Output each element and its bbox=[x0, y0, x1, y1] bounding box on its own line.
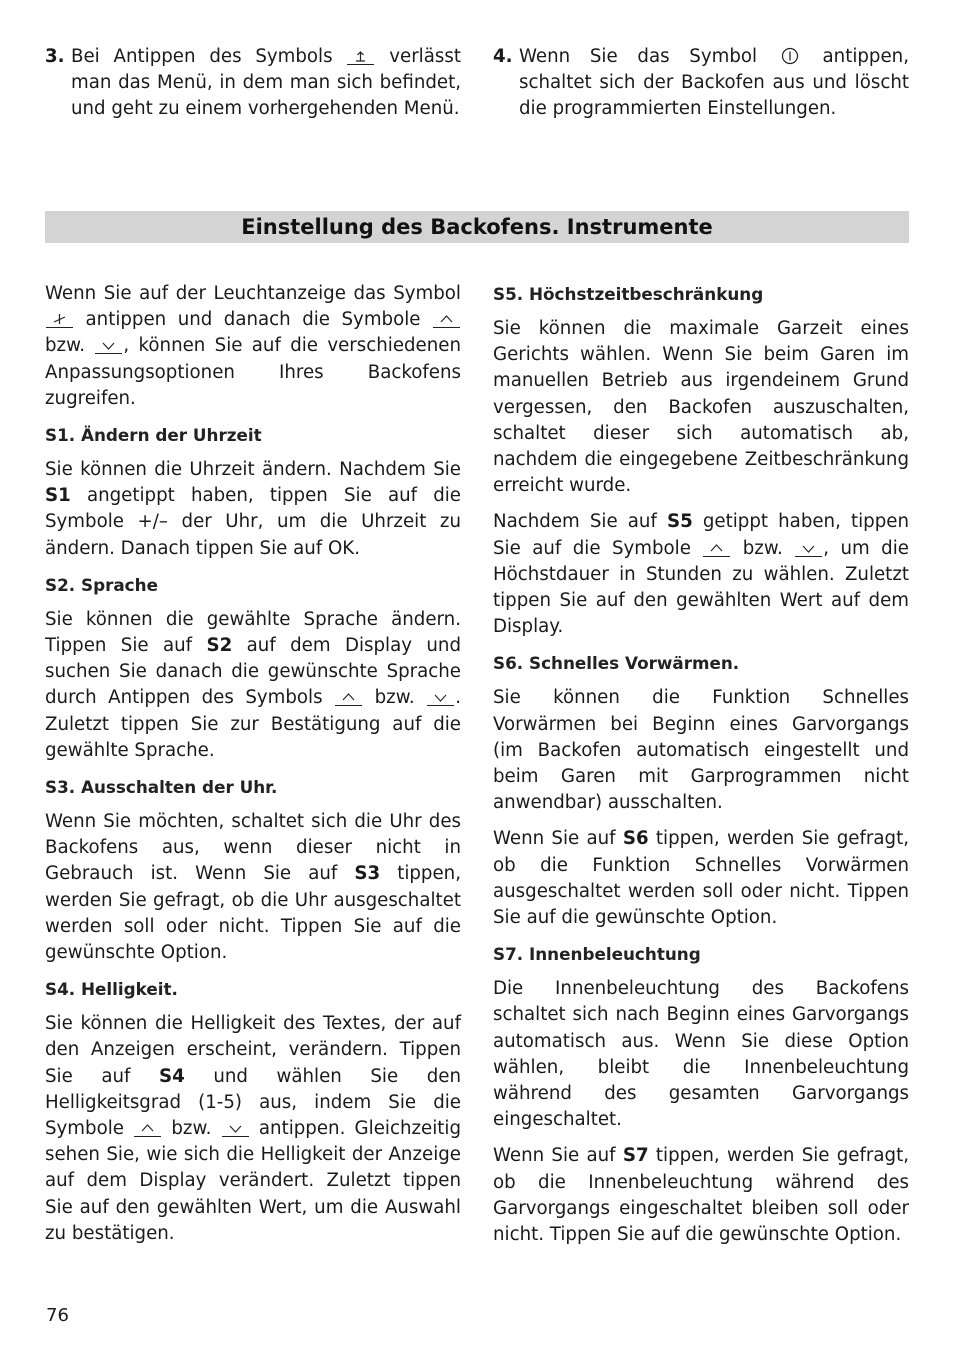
intro-paragraph: Wenn Sie auf der Leuchtanzeige das Symbol antippen und danach die Symbole bzw. , können Sie auf die verschiedenen Anpassungsoptionen Ihres Backofens zugreifen. bbox=[45, 283, 461, 409]
s7-heading: S7. Innenbeleuchtung bbox=[493, 944, 701, 965]
s3-heading: S3. Ausschalten der Uhr. bbox=[45, 777, 278, 798]
section-title: Einstellung des Backofens. Instrumente bbox=[45, 211, 909, 243]
s2-heading: S2. Sprache bbox=[45, 574, 158, 595]
up-arrow-icon bbox=[134, 1119, 161, 1137]
s4-paragraph: Sie können die Helligkeit des Textes, der auf den Anzeigen erscheint, verändern. Tippen Sie auf S4 und wählen Sie den Helligkeitsgrad (1-5) aus, indem Sie die Symbole bzw. antippen. Gleichzeitig sehen Sie, wie sich die Helligkeit der Anzeige auf dem Display verändert. Zuletzt tippen Sie auf den gewählten Wert, um die Auswahl zu bestätigen. bbox=[45, 1013, 461, 1244]
item-number: 4. bbox=[493, 46, 513, 67]
s1-paragraph: Sie können die Uhrzeit ändern. Nachdem Sie S1 angetippt haben, tippen Sie auf die Symbole +/– der Uhr, um die Uhrzeit zu ändern. Danach tippen Sie auf OK. bbox=[45, 459, 461, 559]
down-arrow-icon bbox=[427, 688, 454, 706]
item-text: verlässt man das Menü, in dem man sich befindet, und geht zu einem vorhergehenden Menü. bbox=[71, 46, 461, 120]
settings-tool-icon bbox=[46, 310, 73, 328]
s6-paragraph-2: Wenn Sie auf S6 tippen, werden Sie gefragt, ob die Funktion Schnelles Vorwärmen ausgeschaltet werden soll oder nicht. Tippen Sie auf die gewünschte Option. bbox=[493, 828, 909, 929]
s7-paragraph-2: Wenn Sie auf S7 tippen, werden Sie gefragt, ob die Innenbeleuchtung während des Garvorgangs eingeschaltet bleiben soll oder nicht. Tippen Sie auf die gewünschte Option. bbox=[493, 1145, 909, 1246]
s3-paragraph: Wenn Sie möchten, schaltet sich die Uhr des Backofens aus, wenn dieser nicht in Gebrauch ist. Wenn Sie auf S3 tippen, werden Sie gefragt, ob die Uhr ausgeschaltet werden soll oder nicht. Tippen Sie auf die gewünschte Option. bbox=[45, 811, 461, 964]
item-number: 3. bbox=[45, 46, 65, 67]
item-text: antippen, schaltet sich der Backofen aus und löscht die programmierten Einstellungen. bbox=[519, 46, 909, 120]
down-arrow-icon bbox=[95, 336, 122, 354]
s6-heading: S6. Schnelles Vorwärmen. bbox=[493, 653, 740, 674]
s7-paragraph-1: Die Innenbeleuchtung des Backofens schaltet sich nach Beginn eines Garvorgangs automatisch aus. Wenn Sie diese Option wählen, bleibt die Innenbeleuchtung während des gesamten Garvorgangs eingeschaltet. bbox=[493, 978, 909, 1131]
item-text: Bei Antippen des Symbols bbox=[71, 46, 333, 67]
right-column bbox=[493, 281, 909, 1258]
s5-paragraph-2: Nachdem Sie auf S5 getippt haben, tippen Sie auf die Symbole bzw. , um die Höchstdauer in Stunden zu wählen. Zuletzt tippen Sie auf den gewählten Wert auf dem Display. bbox=[493, 511, 909, 638]
s5-heading: S5. Höchstzeitbeschränkung bbox=[493, 284, 764, 304]
s2-paragraph: Sie können die gewählte Sprache ändern. Tippen Sie auf S2 auf dem Display und suchen Sie danach die gewünschte Sprache durch Antippen des Symbols bzw. . Zuletzt tippen Sie zur Bestätigung auf die gewählte Sprache. bbox=[45, 608, 461, 761]
down-arrow-icon bbox=[795, 539, 822, 557]
up-arrow-icon bbox=[335, 688, 362, 706]
top-left-column bbox=[45, 44, 461, 123]
s6-paragraph-1: Sie können die Funktion Schnelles Vorwärmen bei Beginn eines Garvorgangs (im Backofen automatisch eingestellt und beim Garen mit Garprogrammen nicht anwendbar) ausschalten. bbox=[493, 687, 909, 814]
item-text: Wenn Sie das Symbol bbox=[519, 46, 758, 67]
left-column bbox=[45, 281, 461, 1257]
numbered-item-3 bbox=[45, 44, 461, 123]
page-number: 76 bbox=[46, 1305, 69, 1326]
back-arrow-icon bbox=[347, 47, 374, 65]
top-right-column bbox=[493, 44, 909, 123]
s4-heading: S4. Helligkeit. bbox=[45, 979, 178, 1000]
numbered-item-4 bbox=[493, 44, 909, 123]
up-arrow-icon bbox=[703, 539, 730, 557]
down-arrow-icon bbox=[222, 1119, 249, 1137]
up-arrow-icon bbox=[433, 310, 460, 328]
s1-heading: S1. Ändern der Uhrzeit bbox=[45, 425, 262, 446]
s5-paragraph-1: Sie können die maximale Garzeit eines Gerichts wählen. Wenn Sie beim Garen im manuellen Betrieb aus irgendeinem Grund vergessen, den Backofen auszuschalten, schaltet dieser sich automatisch ab, nachdem die eingegebene Zeitbeschränkung erreicht wurde. bbox=[493, 318, 909, 497]
power-icon bbox=[779, 47, 801, 65]
